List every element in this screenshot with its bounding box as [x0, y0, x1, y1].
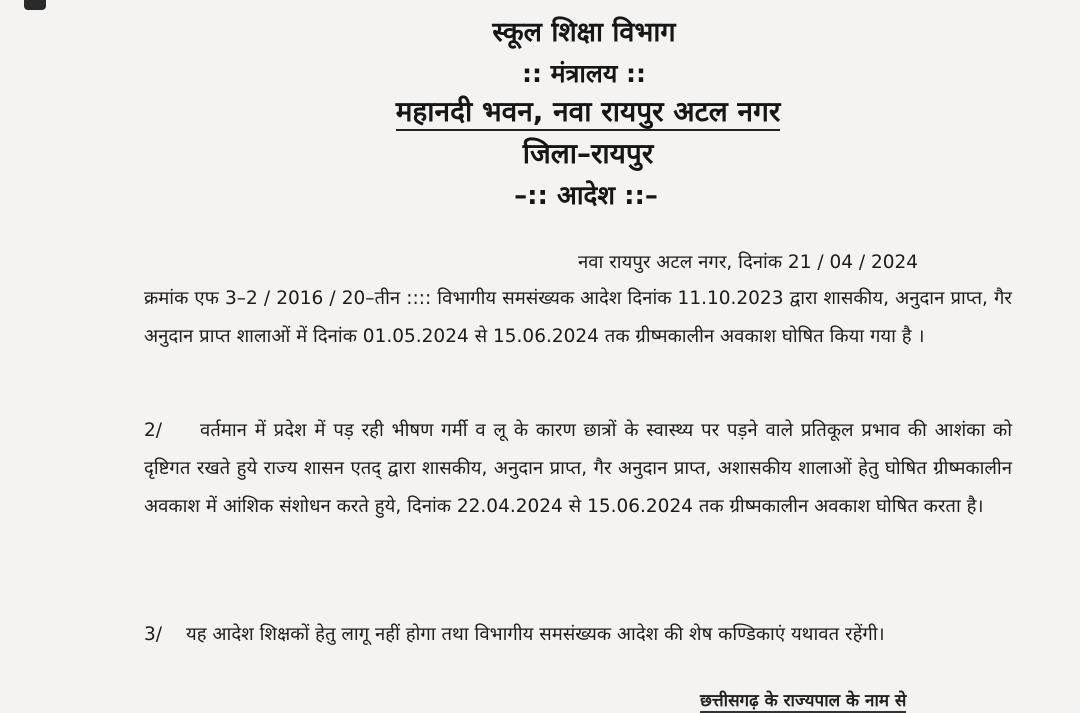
address-heading	[48, 92, 1080, 130]
paragraph-3	[144, 616, 1012, 654]
place-date: नवा रायपुर अटल नगर, दिनांक 21 / 04 / 2024	[578, 252, 919, 273]
paragraph-1: क्रमांक एफ 3–2 / 2016 / 20–तीन :::: विभागीय समसंख्यक आदेश दिनांक 11.10.2023 द्वारा शासकीय, अनुदान प्राप्त, गैर अनुदान प्राप्त शालाओं में दिनांक 01.05.2024 से 15.06.2024 तक ग्रीष्मकालीन अवकाश घोषित किया गया है ।	[144, 288, 1012, 347]
district-heading: जिला–रायपुर	[522, 137, 654, 170]
finger-shadow	[24, 0, 46, 10]
paragraph-3-number: 3/	[144, 624, 163, 645]
order-title: –:: आदेश ::–	[514, 181, 658, 211]
signature-line: छत्तीसगढ़ के राज्यपाल के नाम से	[700, 688, 906, 713]
paragraph-3-text: यह आदेश शिक्षकों हेतु लागू नहीं होगा तथा विभागीय समसंख्यक आदेश की शेष कण्डिकाएं यथावत रहेंगी।	[186, 624, 885, 645]
paragraph-2	[144, 412, 1012, 526]
paragraph-2-text: वर्तमान में प्रदेश में पड़ रही भीषण गर्मी व लू के कारण छात्रों के स्वास्थ्य पर पड़ने वाले प्रतिकूल प्रभाव की आशंका को दृष्टिगत रखते हुये राज्य शासन एतद् द्वारा शासकीय, अनुदान प्राप्त, गैर अनुदान प्राप्त, अशासकीय शालाओं हेतु घोषित ग्रीष्मकालीन अवकाश में आंशिक संशोधन करते हुये, दिनांक 22.04.2024 से 15.06.2024 तक ग्रीष्मकालीन अवकाश घोषित करता है।	[144, 420, 1012, 517]
ministry-heading: :: मंत्रालय ::	[521, 59, 647, 88]
paragraph-2-number: 2/	[144, 420, 163, 441]
address-text: महानदी भवन, नवा रायपुर अटल नगर	[396, 95, 781, 131]
department-heading: स्कूल शिक्षा विभाग	[492, 17, 676, 48]
